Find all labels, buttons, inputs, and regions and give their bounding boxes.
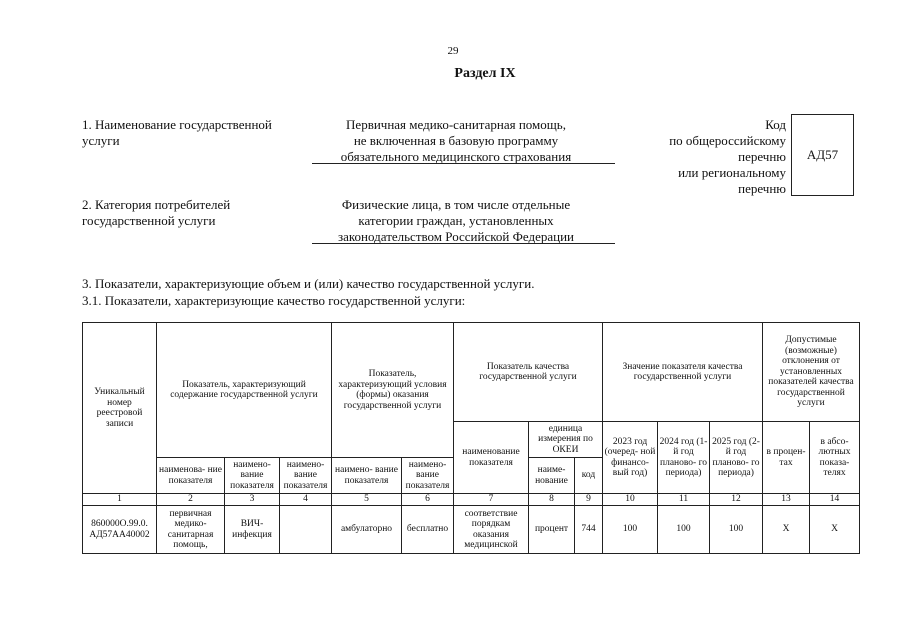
service-name-value [300, 117, 612, 165]
column-number: 11 [658, 494, 710, 506]
column-number: 5 [332, 494, 402, 506]
header-sub-indicator-name: наимено- вание показателя [280, 458, 332, 494]
header-quality-indicator: Показатель качества государственной услуги [454, 323, 603, 422]
cell-content-3 [280, 506, 332, 554]
service-name-label-line: 1. Наименование государственной [82, 117, 272, 132]
code-label-line: или региональному [678, 165, 786, 180]
cell-value-2024: 100 [658, 506, 710, 554]
header-year-2024: 2024 год (1-й год планово- го периода) [658, 422, 710, 494]
cell-value-2025: 100 [710, 506, 763, 554]
cell-content-2: ВИЧ- инфекция [225, 506, 280, 554]
header-unique-number: Уникальный номер реестровой записи [83, 323, 157, 494]
column-number: 7 [454, 494, 529, 506]
cell-condition-2: бесплатно [402, 506, 454, 554]
cell-condition-1: амбулаторно [332, 506, 402, 554]
column-number: 2 [157, 494, 225, 506]
paragraph-3: 3. Показатели, характеризующие объем и (или) качество государственной услуги. [82, 276, 535, 291]
service-name-label [82, 117, 322, 149]
consumers-label-line: 2. Категория потребителей [82, 197, 231, 212]
header-unit-code: код [575, 458, 603, 494]
consumers-value-line: Физические лица, в том числе отдельные [341, 197, 571, 212]
column-number: 14 [810, 494, 860, 506]
column-number: 9 [575, 494, 603, 506]
header-allowed-deviation: Допустимые (возможные) отклонения от установленных показателей качества государственной услуги [763, 323, 860, 422]
code-label-line: по общероссийскому [669, 133, 786, 148]
code-label-line: Код [765, 117, 786, 132]
header-sub-indicator-name: наименова- ние показателя [157, 458, 225, 494]
quality-indicators-table [82, 322, 860, 554]
column-number: 8 [529, 494, 575, 506]
code-label-line: перечню [738, 181, 786, 196]
table-row [83, 506, 860, 554]
header-unit-name: наиме- нование [529, 458, 575, 494]
service-name-value-line: не включенная в базовую программу [353, 133, 559, 148]
column-number: 12 [710, 494, 763, 506]
cell-deviation-absolute: Х [810, 506, 860, 554]
header-year-2025: 2025 год (2-й год планово- го периода) [710, 422, 763, 494]
cell-registry-number: 860000О.99.0. АД57АА40002 [83, 506, 157, 554]
header-sub-indicator-name: наимено- вание показателя [225, 458, 280, 494]
column-number: 1 [83, 494, 157, 506]
column-number: 6 [402, 494, 454, 506]
header-sub-indicator-name: наимено- вание показателя [402, 458, 454, 494]
consumers-label-line: государственной услуги [82, 213, 216, 228]
header-conditions-indicator: Показатель, характеризующий условия (формы) оказания государственной услуги [332, 323, 454, 458]
header-sub-indicator-name: наимено- вание показателя [332, 458, 402, 494]
code-label-line: перечню [738, 149, 786, 164]
page-number: 29 [447, 45, 459, 57]
service-name-label-line: услуги [82, 133, 120, 148]
code-label [620, 117, 786, 197]
paragraph-3-1: 3.1. Показатели, характеризующие качество государственной услуги: [82, 293, 466, 308]
header-unit: единица измерения по ОКЕИ [529, 422, 603, 458]
column-number: 4 [280, 494, 332, 506]
service-name-value-line: обязательного медицинского страхования [340, 149, 572, 164]
column-number: 10 [603, 494, 658, 506]
consumers-value-line: категории граждан, установленных [358, 213, 554, 228]
section-title: Раздел IX [454, 66, 516, 81]
consumers-value-line: законодательством Российской Федерации [338, 229, 574, 244]
header-year-2023: 2023 год (очеред- ной финансо- вый год) [603, 422, 658, 494]
column-number: 13 [763, 494, 810, 506]
service-name-value-line: Первичная медико-санитарная помощь, [346, 117, 566, 132]
header-deviation-absolute: в абсо- лютных показа- телях [810, 422, 860, 494]
cell-content-1: первичная медико- санитарная помощь, [157, 506, 225, 554]
consumers-underline [312, 243, 615, 244]
service-code-box [791, 114, 854, 196]
consumers-label [82, 197, 322, 229]
header-quality-value: Значение показателя качества государственной услуги [603, 323, 763, 422]
service-code: АД57 [806, 147, 839, 162]
cell-deviation-percent: Х [763, 506, 810, 554]
cell-value-2023: 100 [603, 506, 658, 554]
consumers-value [300, 197, 612, 245]
cell-unit-name: процент [529, 506, 575, 554]
cell-unit-code: 744 [575, 506, 603, 554]
header-deviation-percent: в процен- тах [763, 422, 810, 494]
header-content-indicator: Показатель, характеризующий содержание государственной услуги [157, 323, 332, 458]
service-name-underline [312, 163, 615, 164]
header-indicator-name: наименование показателя [454, 422, 529, 494]
cell-indicator-name: соответствие порядкам оказания медицинской [454, 506, 529, 554]
column-number: 3 [225, 494, 280, 506]
